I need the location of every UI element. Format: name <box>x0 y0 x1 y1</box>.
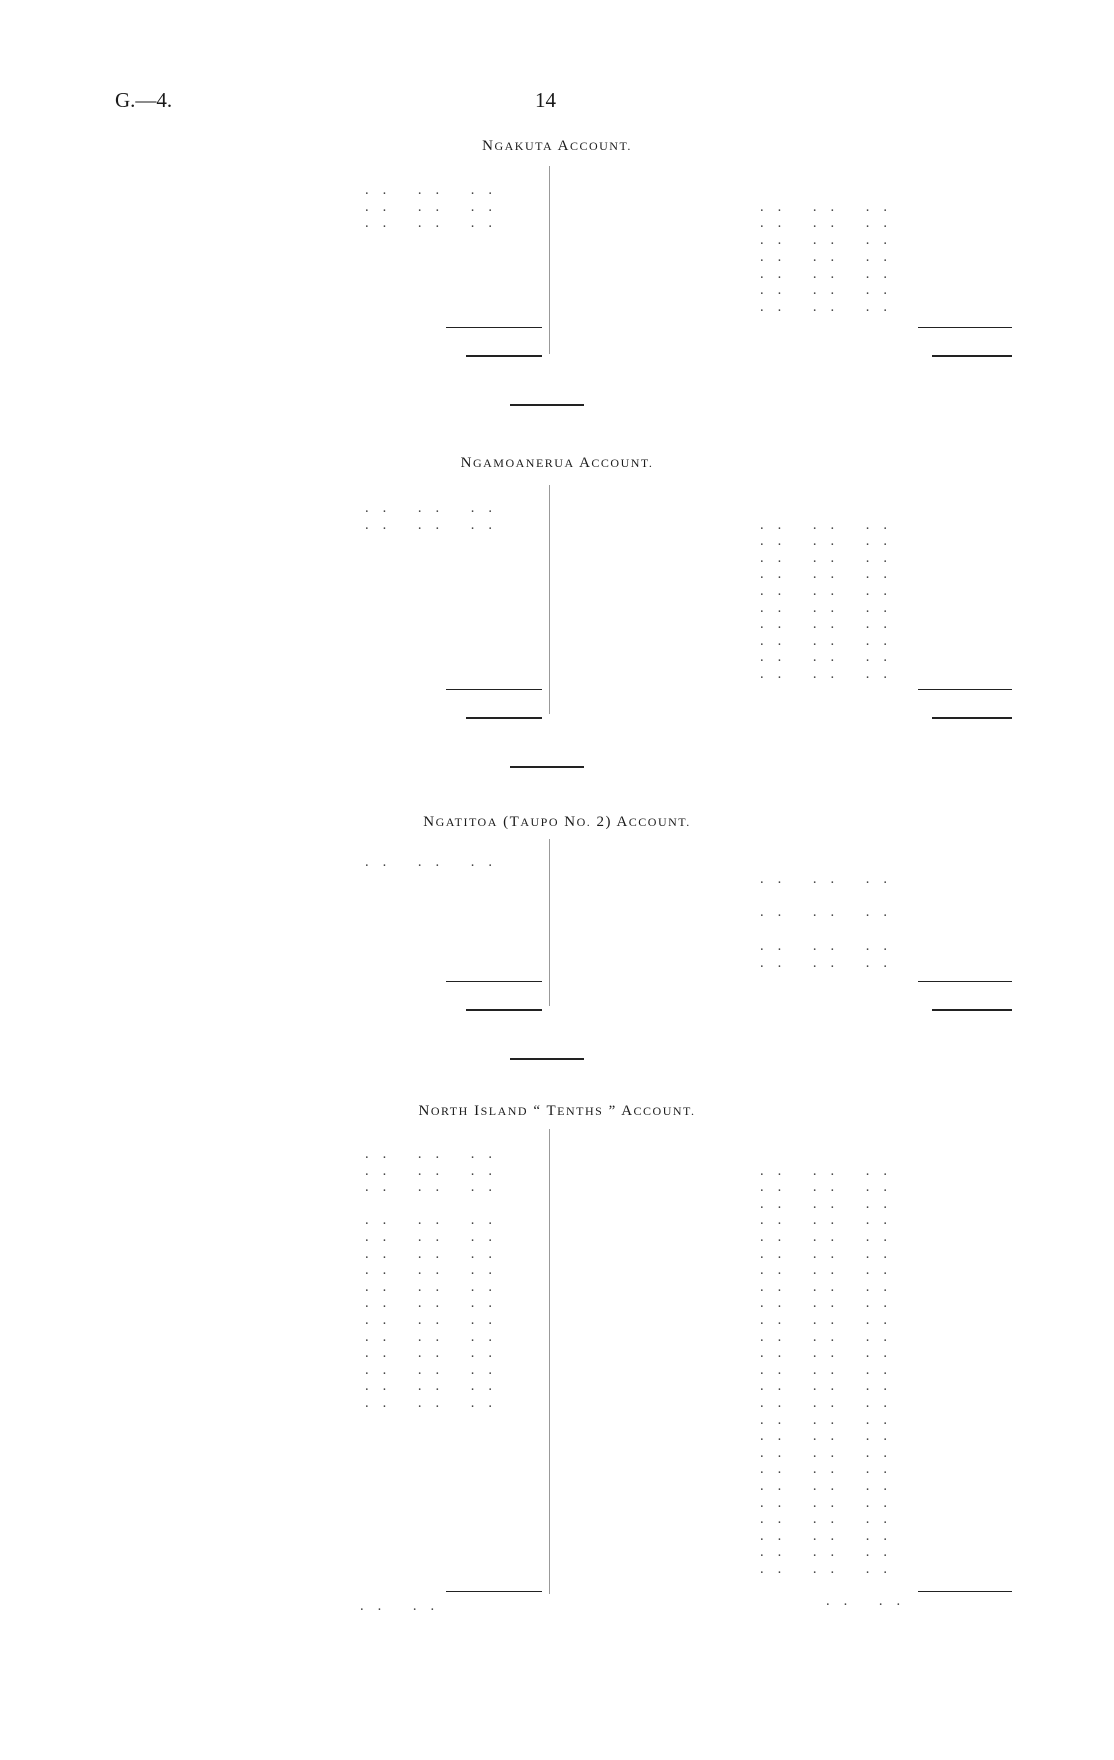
leader-dots: .. .. .. <box>365 1395 506 1411</box>
leader-dots: .. .. .. <box>760 632 901 649</box>
total-double-rule <box>932 1009 1012 1011</box>
section-title: NGAMOANERUA ACCOUNT. <box>460 455 654 471</box>
leader-dots: .. .. .. <box>760 870 901 887</box>
total-rule <box>446 981 542 982</box>
leader-dots: .. .. .. <box>760 1461 901 1478</box>
leader-dots: .. .. .. <box>760 265 901 282</box>
leader-dots: .. .. .. <box>760 1478 901 1494</box>
leader-dots: .. .. .. <box>760 1195 901 1212</box>
leader-dots: .. .. .. <box>760 1561 901 1577</box>
leader-dots: .. .. .. <box>760 1527 901 1544</box>
leader-dots: .. .. .. <box>365 1229 506 1245</box>
leader-dots: .. .. .. <box>365 1245 506 1262</box>
leader-dots: .. .. .. <box>365 215 506 232</box>
leader-dots: .. .. .. <box>365 1312 506 1328</box>
leader-dots: .. .. .. <box>760 1428 901 1445</box>
leader-dots: .. .. .. <box>760 1162 901 1179</box>
leader-dots: .. .. .. <box>760 298 901 315</box>
total-rule <box>446 689 542 690</box>
total-double-rule <box>932 355 1012 357</box>
leader-dots: .. .. .. <box>365 1278 506 1295</box>
leader-dots: .. .. .. <box>365 854 506 870</box>
leader-dots: .. .. .. <box>760 549 901 566</box>
leader-dots: .. .. .. <box>760 904 901 921</box>
leader-dots: .. .. .. <box>760 1361 901 1378</box>
leader-dots: .. .. .. <box>760 1345 901 1362</box>
leader-dots: .. .. .. <box>365 1262 506 1279</box>
leader-dots: .. .. .. <box>760 1378 901 1395</box>
total-double-rule <box>932 717 1012 719</box>
total-double-rule <box>466 1009 542 1011</box>
total-rule <box>918 689 1012 690</box>
leader-dots: .. .. .. <box>760 1212 901 1229</box>
leader-dots: .. .. .. <box>760 1494 901 1511</box>
column-divider <box>549 166 550 354</box>
leader-dots: .. .. .. <box>760 282 901 299</box>
leader-dots: .. .. .. <box>365 182 506 198</box>
leader-dots: .. .. .. <box>760 1245 901 1262</box>
leader-dots: .. .. .. <box>365 1146 506 1162</box>
leader-dots: .. .. .. <box>760 599 901 616</box>
leader-dots: .. .. .. <box>365 500 506 516</box>
total-rule <box>446 1591 542 1592</box>
leader-dots: .. .. <box>826 1593 915 1609</box>
leader-dots: .. .. .. <box>760 583 901 599</box>
leader-dots: .. .. .. <box>760 1179 901 1196</box>
total-double-rule <box>466 717 542 719</box>
section-separator <box>510 766 584 768</box>
leader-dots: .. .. .. <box>365 1328 506 1345</box>
leader-dots: .. .. .. <box>760 215 901 232</box>
leader-dots: .. .. .. <box>365 1212 506 1229</box>
total-rule <box>918 327 1012 328</box>
leader-dots: .. .. .. <box>760 533 901 550</box>
page-ref: G.—4. <box>115 88 173 112</box>
leader-dots: .. .. .. <box>760 1229 901 1245</box>
leader-dots: .. .. .. <box>365 1361 506 1378</box>
column-divider <box>549 839 550 1006</box>
section-title: NGAKUTA ACCOUNT. <box>482 138 632 154</box>
leader-dots: .. .. .. <box>760 248 901 265</box>
total-rule <box>918 1591 1012 1592</box>
leader-dots: .. .. .. <box>760 1295 901 1312</box>
leader-dots: .. .. .. <box>365 198 506 215</box>
leader-dots: .. .. .. <box>760 516 901 533</box>
leader-dots: .. .. .. <box>365 516 506 533</box>
leader-dots: .. .. .. <box>760 198 901 215</box>
leader-dots: .. .. .. <box>760 566 901 583</box>
leader-dots: .. .. .. <box>760 1312 901 1328</box>
leader-dots: .. .. .. <box>760 954 901 971</box>
leader-dots: .. .. .. <box>760 1511 901 1528</box>
column-divider <box>549 1129 550 1594</box>
leader-dots: .. .. .. <box>760 1544 901 1561</box>
section-separator <box>510 404 584 406</box>
section-separator <box>510 1058 584 1060</box>
total-rule <box>918 981 1012 982</box>
section-title: NORTH ISLAND “ TENTHS ” ACCOUNT. <box>418 1103 696 1119</box>
leader-dots: .. .. .. <box>760 616 901 633</box>
leader-dots: .. .. .. <box>760 1444 901 1461</box>
leader-dots: .. .. .. <box>760 649 901 666</box>
leader-dots: .. .. .. <box>760 1262 901 1279</box>
leader-dots: .. .. .. <box>760 938 901 954</box>
column-divider <box>549 485 550 714</box>
leader-dots: .. .. .. <box>365 1162 506 1179</box>
leader-dots: .. .. .. <box>760 666 901 682</box>
total-rule <box>446 327 542 328</box>
leader-dots: .. .. .. <box>760 1395 901 1411</box>
page-number: 14 <box>535 88 556 112</box>
leader-dots: .. .. .. <box>760 232 901 249</box>
leader-dots: .. .. .. <box>760 1328 901 1345</box>
leader-dots: .. .. <box>360 1598 449 1614</box>
leader-dots: .. .. .. <box>365 1179 506 1196</box>
leader-dots: .. .. .. <box>365 1378 506 1395</box>
leader-dots: .. .. .. <box>365 1295 506 1312</box>
total-double-rule <box>466 355 542 357</box>
leader-dots: .. .. .. <box>365 1345 506 1362</box>
leader-dots: .. .. .. <box>760 1278 901 1295</box>
section-title: NGATITOA (TAUPO NO. 2) ACCOUNT. <box>423 814 691 830</box>
leader-dots: .. .. .. <box>760 1411 901 1428</box>
